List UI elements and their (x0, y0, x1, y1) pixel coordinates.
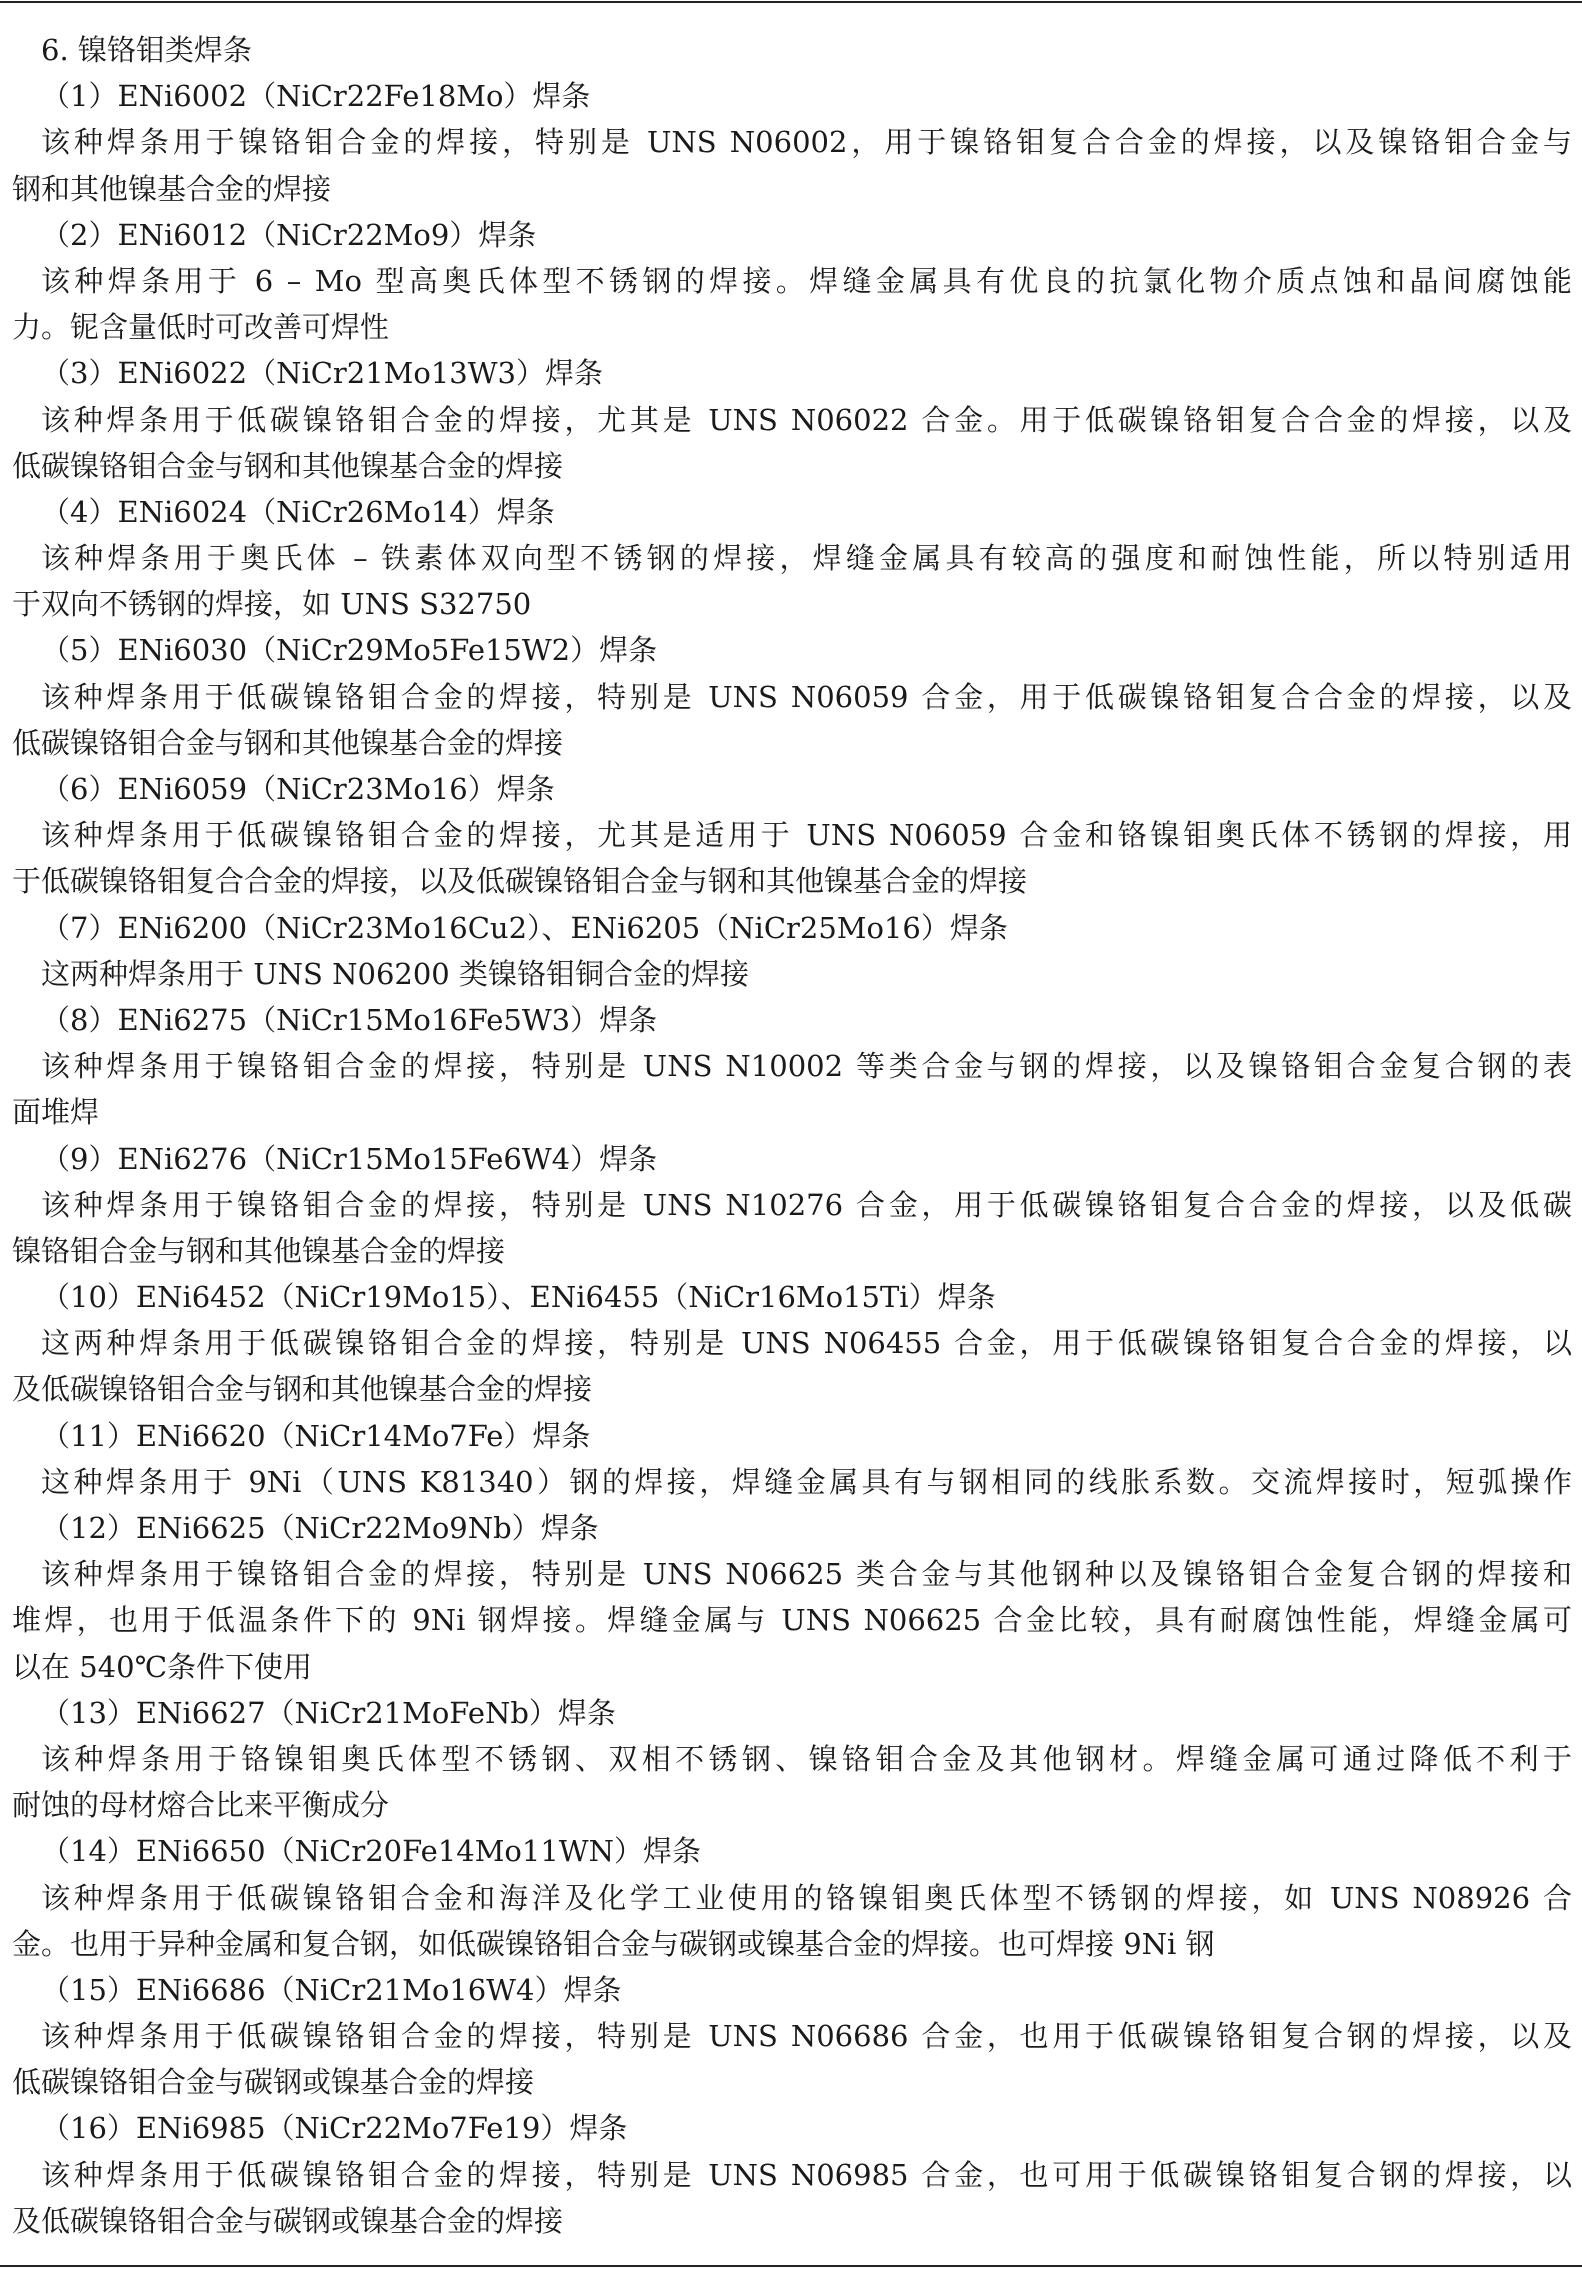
item-title: （16）ENi6985（NiCr22Mo7Fe19）焊条 (41, 2111, 628, 2146)
item-title: （9）ENi6276（NiCr15Mo15Fe6W4）焊条 (41, 1141, 658, 1176)
item-11 (12, 1413, 1572, 1505)
item-text-line: 该种焊条用于镍铬钼合金的焊接，特别是 UNS N06625 类合金与其他钢种以及镍铬钼合金复合钢的焊接和 (41, 1557, 1572, 1592)
item-text-line: 及低碳镍铬钼合金与钢和其他镍基合金的焊接 (12, 1372, 593, 1407)
item-title: （7）ENi6200（NiCr23Mo16Cu2）、ENi6205（NiCr25Mo16）焊条 (41, 910, 1008, 945)
item-title: （13）ENi6627（NiCr21MoFeNb）焊条 (41, 1695, 616, 1730)
item-text-line: 该种焊条用于低碳镍铬钼合金的焊接，尤其是 UNS N06022 合金。用于低碳镍铬钼复合合金的焊接，以及 (41, 402, 1572, 437)
item-12 (12, 1505, 1572, 1690)
item-title: （1）ENi6002（NiCr22Fe18Mo）焊条 (41, 79, 591, 114)
document-page (12, 27, 1572, 2244)
item-text-line: 该种焊条用于镍铬钼合金的焊接，特别是 UNS N10276 合金，用于低碳镍铬钼复合合金的焊接，以及低碳 (41, 1187, 1572, 1222)
item-title: （2）ENi6012（NiCr22Mo9）焊条 (41, 217, 537, 252)
item-text-line: 低碳镍铬钼合金与钢和其他镍基合金的焊接 (12, 725, 564, 760)
item-title: （15）ENi6686（NiCr21Mo16W4）焊条 (41, 1972, 622, 2007)
item-title: （3）ENi6022（NiCr21Mo13W3）焊条 (41, 356, 603, 391)
item-16 (12, 2105, 1572, 2244)
item-text-line: 钢和其他镍基合金的焊接 (12, 171, 332, 206)
item-text-line: 这两种焊条用于 UNS N06200 类镍铬钼铜合金的焊接 (41, 956, 749, 991)
item-text-line: 该种焊条用于低碳镍铬钼合金的焊接，特别是 UNS N06985 合金，也可用于低碳镍铬钼复合钢的焊接，以 (41, 2157, 1572, 2192)
item-title: （8）ENi6275（NiCr15Mo16Fe5W3）焊条 (41, 1002, 658, 1037)
item-text-line: 这两种焊条用于低碳镍铬钼合金的焊接，特别是 UNS N06455 合金，用于低碳镍铬钼复合合金的焊接，以 (41, 1326, 1572, 1361)
item-title: （5）ENi6030（NiCr29Mo5Fe15W2）焊条 (41, 633, 658, 668)
item-text-line: 堆焊，也用于低温条件下的 9Ni 钢焊接。焊缝金属与 UNS N06625 合金比较，具有耐腐蚀性能，焊缝金属可 (12, 1603, 1572, 1638)
item-3 (12, 350, 1572, 489)
item-text-line: 于双向不锈钢的焊接，如 UNS S32750 (12, 587, 532, 622)
item-text-line: 力。铌含量低时可改善可焊性 (12, 310, 390, 345)
item-text-line: 该种焊条用于 6 – Mo 型高奥氏体型不锈钢的焊接。焊缝金属具有优良的抗氯化物介质点蚀和晶间腐蚀能 (41, 263, 1572, 298)
bottom-rule (0, 2265, 1582, 2267)
item-text-line: 该种焊条用于低碳镍铬钼合金的焊接，特别是 UNS N06059 合金，用于低碳镍铬钼复合合金的焊接，以及 (41, 679, 1572, 714)
item-text-line: 该种焊条用于低碳镍铬钼合金和海洋及化学工业使用的铬镍钼奥氏体型不锈钢的焊接，如 UNS N08926 合 (41, 1880, 1572, 1915)
item-text-line: 耐蚀的母材熔合比来平衡成分 (12, 1788, 390, 1823)
item-text-line: 该种焊条用于低碳镍铬钼合金的焊接，特别是 UNS N06686 合金，也用于低碳镍铬钼复合钢的焊接，以及 (41, 2019, 1572, 2054)
item-text-line: 该种焊条用于低碳镍铬钼合金的焊接，尤其是适用于 UNS N06059 合金和铬镍钼奥氏体不锈钢的焊接，用 (41, 818, 1572, 853)
item-13 (12, 1690, 1572, 1829)
item-15 (12, 1967, 1572, 2106)
item-title: （11）ENi6620（NiCr14Mo7Fe）焊条 (41, 1418, 591, 1453)
item-9 (12, 1136, 1572, 1275)
item-text-line: 于低碳镍铬钼复合合金的焊接，以及低碳镍铬钼合金与钢和其他镍基合金的焊接 (12, 864, 1028, 899)
item-4 (12, 489, 1572, 628)
section-heading: 6. 镍铬钼类焊条 (41, 33, 252, 67)
item-5 (12, 627, 1572, 766)
item-title: （12）ENi6625（NiCr22Mo9Nb）焊条 (41, 1511, 599, 1545)
item-title: （6）ENi6059（NiCr23Mo16）焊条 (41, 772, 555, 806)
item-title: （14）ENi6650（NiCr20Fe14Mo11WN）焊条 (41, 1834, 701, 1869)
item-7 (12, 905, 1572, 997)
item-text-line: 镍铬钼合金与钢和其他镍基合金的焊接 (12, 1233, 506, 1268)
item-text-line: 该种焊条用于铬镍钼奥氏体型不锈钢、双相不锈钢、镍铬钼合金及其他钢材。焊缝金属可通过降低不利于 (41, 1741, 1572, 1776)
item-text-line: 低碳镍铬钼合金与钢和其他镍基合金的焊接 (12, 448, 564, 483)
item-text-line: 低碳镍铬钼合金与碳钢或镍基合金的焊接 (12, 2065, 535, 2100)
item-14 (12, 1828, 1572, 1967)
item-text-line: 该种焊条用于奥氏体 – 铁素体双向型不锈钢的焊接，焊缝金属具有较高的强度和耐蚀性能，所以特别适用 (41, 541, 1572, 576)
item-text-line: 这种焊条用于 9Ni（UNS K81340）钢的焊接，焊缝金属具有与钢相同的线胀系数。交流焊接时，短弧操作 (41, 1464, 1572, 1499)
top-rule (0, 1, 1582, 3)
item-text-line: 该种焊条用于镍铬钼合金的焊接，特别是 UNS N10002 等类合金与钢的焊接，以及镍铬钼合金复合钢的表 (41, 1049, 1572, 1084)
item-text-line: 该种焊条用于镍铬钼合金的焊接，特别是 UNS N06002，用于镍铬钼复合合金的焊接，以及镍铬钼合金与 (41, 125, 1572, 160)
item-title: （10）ENi6452（NiCr19Mo15）、ENi6455（NiCr16Mo15Ti）焊条 (41, 1280, 996, 1315)
item-text-line: 及低碳镍铬钼合金与碳钢或镍基合金的焊接 (12, 2203, 564, 2238)
item-2 (12, 212, 1572, 351)
item-text-line: 以在 540℃条件下使用 (12, 1649, 313, 1684)
item-6 (12, 766, 1572, 905)
item-1 (12, 73, 1572, 212)
item-title: （4）ENi6024（NiCr26Mo14）焊条 (41, 494, 555, 529)
item-text-line: 面堆焊 (12, 1095, 100, 1130)
item-text-line: 金。也用于异种金属和复合钢，如低碳镍铬钼合金与碳钢或镍基合金的焊接。也可焊接 9Ni 钢 (12, 1926, 1215, 1961)
item-10 (12, 1274, 1572, 1413)
item-8 (12, 997, 1572, 1136)
